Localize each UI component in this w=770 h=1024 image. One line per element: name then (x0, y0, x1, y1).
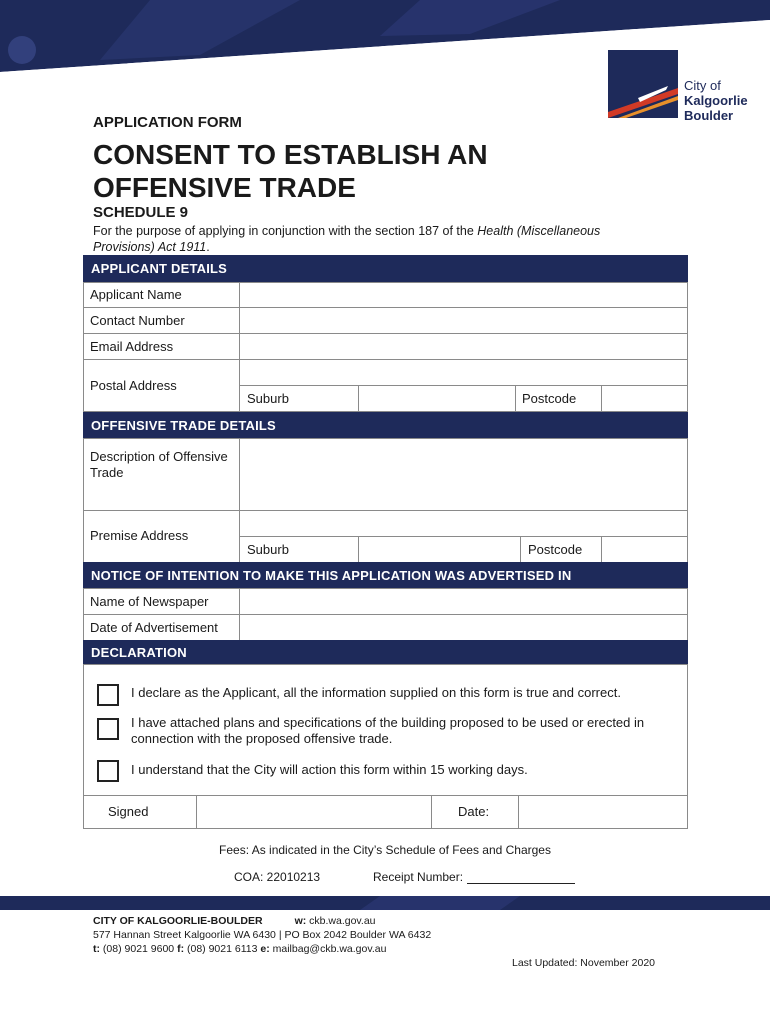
postal-address-field[interactable] (239, 359, 688, 386)
receipt-number-line[interactable] (467, 871, 575, 884)
logo-line-1: City of (684, 78, 721, 93)
email-address-field[interactable] (239, 333, 688, 360)
postal-postcode-field[interactable] (601, 385, 688, 412)
contact-number-label: Contact Number (90, 313, 185, 328)
postal-address-label: Postal Address (90, 378, 177, 393)
schedule-label: SCHEDULE 9 (93, 204, 189, 221)
form-kicker: APPLICATION FORM (93, 114, 242, 131)
declaration-checkbox-1[interactable] (97, 684, 119, 706)
signed-label: Signed (108, 804, 149, 819)
signature-field[interactable] (196, 795, 432, 829)
postal-suburb-field[interactable] (358, 385, 516, 412)
postal-postcode-label: Postcode (522, 391, 577, 406)
postal-suburb-label: Suburb (247, 391, 289, 406)
trade-description-label: Description of Offensive Trade (90, 449, 228, 480)
premise-postcode-label: Postcode (528, 542, 583, 557)
contact-number-field[interactable] (239, 307, 688, 334)
advertisement-date-label: Date of Advertisement (90, 620, 218, 635)
footer-org-line: CITY OF KALGOORLIE-BOULDER w: ckb.wa.gov.au (93, 915, 376, 927)
date-field[interactable] (518, 795, 688, 829)
premise-suburb-label: Suburb (247, 542, 289, 557)
declaration-checkbox-2[interactable] (97, 718, 119, 740)
page-title: CONSENT TO ESTABLISH AN OFFENSIVE TRADE (93, 139, 488, 203)
fees-note: Fees: As indicated in the City’s Schedule of Fees and Charges (219, 843, 551, 857)
applicant-name-field[interactable] (239, 282, 688, 308)
declaration-text-2: I have attached plans and specifications of the building proposed to be used or erected in connection with the proposed offensive trade. (131, 715, 645, 746)
advertisement-date-field[interactable] (239, 614, 688, 641)
declaration-text-3: I understand that the City will action this form within 15 working days. (131, 762, 528, 777)
premise-suburb-field[interactable] (358, 536, 521, 563)
newspaper-field[interactable] (239, 588, 688, 615)
logo-line-3: Boulder (684, 108, 734, 123)
coa-code: COA: 22010213 (234, 870, 321, 884)
logo-wordmark (684, 78, 748, 123)
premise-address-field[interactable] (239, 510, 688, 537)
trade-description-field[interactable] (239, 438, 688, 511)
applicant-name-label: Applicant Name (90, 287, 182, 302)
newspaper-label: Name of Newspaper (90, 594, 209, 609)
city-logo (608, 50, 758, 122)
declaration-text-1: I declare as the Applicant, all the information supplied on this form is true and correct. (131, 685, 621, 700)
last-updated: Last Updated: November 2020 (512, 957, 656, 969)
email-address-label: Email Address (90, 339, 174, 354)
footer-address: 577 Hannan Street Kalgoorlie WA 6430 | PO Box 2042 Boulder WA 6432 (93, 929, 432, 941)
logo-mark-icon (608, 50, 678, 118)
section-header-declaration: DECLARATION (83, 640, 688, 665)
declaration-checkbox-3[interactable] (97, 760, 119, 782)
purpose-text: For the purpose of applying in conjunction with the section 187 of the Health (Miscellaneous Provisions) Act 1911. (93, 224, 601, 254)
premise-address-label: Premise Address (90, 528, 189, 543)
section-header-notice: NOTICE OF INTENTION TO MAKE THIS APPLICATION WAS ADVERTISED IN (83, 562, 688, 589)
premise-postcode-field[interactable] (601, 536, 688, 563)
section-header-applicant: APPLICANT DETAILS (83, 255, 688, 282)
footer-contacts: t: (08) 9021 9600 f: (08) 9021 6113 e: mailbag@ckb.wa.gov.au (93, 943, 387, 955)
logo-line-2: Kalgoorlie (684, 93, 748, 108)
section-header-trade: OFFENSIVE TRADE DETAILS (83, 412, 688, 439)
footer-banner (0, 896, 770, 910)
date-label: Date: (458, 804, 490, 819)
receipt-number: Receipt Number: (373, 870, 575, 884)
